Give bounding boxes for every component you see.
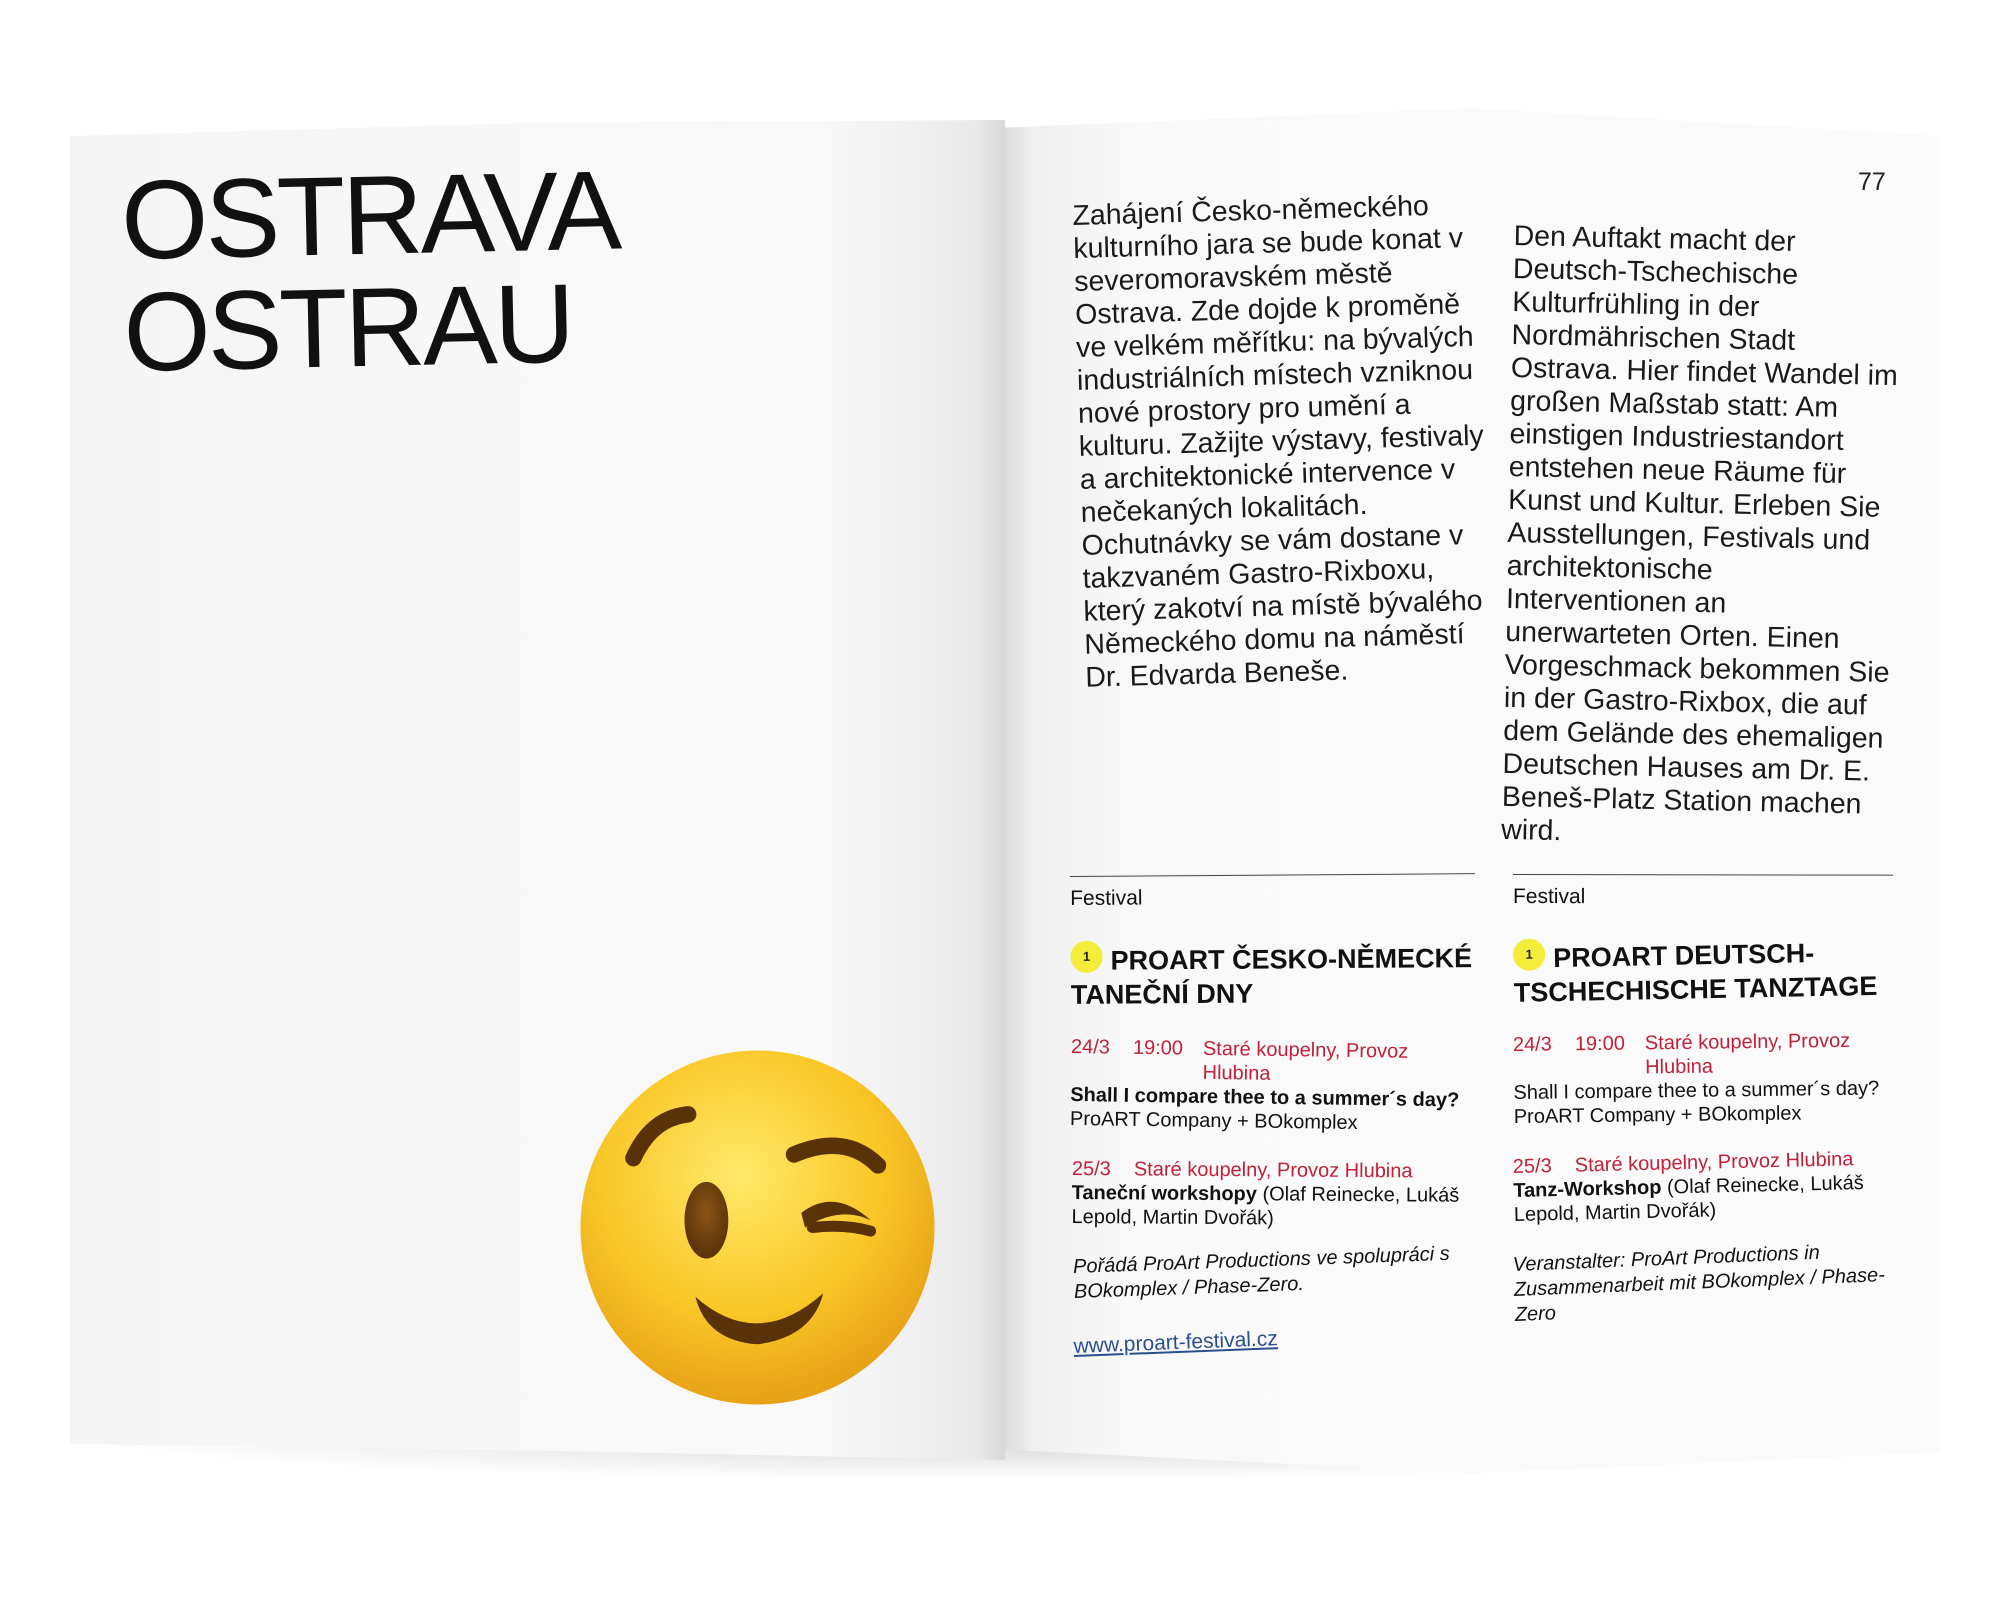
schedule-desc-bold: Shall I compare thee to a summer´s day?	[1070, 1083, 1460, 1112]
schedule-desc-text: ProART Company + BOkomplex	[1069, 1107, 1358, 1134]
schedule-time: 19:00	[1132, 1036, 1184, 1060]
schedule-time: 19:00	[1574, 1032, 1626, 1055]
event-title	[1513, 934, 1894, 1009]
festival-website-link[interactable]: www.proart-festival.cz	[1073, 1326, 1279, 1358]
intro-paragraph-cz: Zahájení Česko-německého kulturního jara se bude konat v severomoravském městě Ostrava. Zde dojde k proměně ve velkém měřítku: na bývalých industriálních místech vzniknou nové prostory pro umění a kulturu. Zažijte výstavy, festivaly a architektonické intervence v nečekaných lokalitách. Ochutnávky se vám dostane v takzvaném Gastro-Rixboxu, který zakotví na místě bývalého Německého domu na náměstí Dr. Edvarda Beneše.	[1072, 190, 1485, 694]
organizer-note: Pořádá ProArt Productions ve spolupráci s BOkomplex / Phase-Zero.	[1072, 1242, 1451, 1303]
intro-paragraph-de: Den Auftakt macht der Deutsch-Tschechische Kulturfrühling in der Nordmährischen Stadt Ostrava. Hier findet Wandel im großen Maßstab statt: Am einstigen Industriestandort entstehen neue Räume für Kunst und Kultur. Erleben Sie Ausstellungen, Festivals und architektonische Interventionen an unerwarteten Orten. Einen Vorgeschmack bekommen Sie in der Gastro-Rixbox, die auf dem Gelände des ehemaligen Deutschen Hauses am Dr. E. Beneš-Platz Station machen wird.	[1500, 220, 1899, 848]
page-number: 77	[1858, 168, 1886, 196]
schedule-venue: Staré koupelny, Provoz Hlubina	[1644, 1029, 1851, 1079]
schedule-desc-bold: Tanz-Workshop	[1513, 1176, 1662, 1202]
intro-text-cz	[1072, 189, 1496, 695]
schedule-desc-text: Shall I compare thee to a summer´s day? ProART Company + BOkomplex	[1513, 1077, 1880, 1128]
event-title-text: PROART ČESKO-NĚMECKÉ TANEČNÍ DNY	[1070, 943, 1473, 1010]
schedule-description	[1071, 1181, 1476, 1232]
event-number-badge: 1	[1513, 938, 1546, 971]
schedule-item	[1513, 1028, 1894, 1129]
event-number-badge: 1	[1070, 941, 1102, 973]
event-category: Festival	[1070, 886, 1143, 910]
event-block-cz	[1070, 873, 1478, 1359]
event-title-text: PROART DEUTSCH-TSCHECHISCHE TANZTAGE	[1513, 938, 1878, 1008]
schedule-description	[1513, 1170, 1894, 1227]
schedule-date: 25/3	[1071, 1157, 1111, 1181]
organizer-note: Veranstalter: ProArt Productions in Zusammenarbeit mit BOkomplex / Phase-Zero	[1512, 1241, 1886, 1326]
schedule-item	[1070, 1035, 1476, 1137]
divider	[1513, 874, 1893, 876]
schedule-desc-text: (Olaf Reinecke, Lukáš Lepold, Martin Dvořák)	[1071, 1183, 1460, 1230]
title-line-de: OSTRAU	[122, 260, 574, 395]
schedule-item	[1513, 1146, 1895, 1227]
schedule-date: 24/3	[1070, 1035, 1111, 1059]
schedule-venue: Staré koupelny, Provoz Hlubina	[1202, 1037, 1409, 1085]
event-block-de	[1512, 874, 1893, 1358]
title-line-cz: OSTRAVA	[119, 147, 620, 283]
event-category: Festival	[1512, 885, 1586, 909]
event-title	[1070, 940, 1475, 1011]
schedule-venue: Staré koupelny, Provoz Hlubina	[1574, 1148, 1854, 1177]
schedule-item	[1071, 1157, 1476, 1232]
schedule-date: 25/3	[1512, 1154, 1552, 1178]
schedule-date: 24/3	[1512, 1033, 1552, 1056]
schedule-desc-text: (Olaf Reinecke, Lukáš Lepold, Martin Dvořák)	[1513, 1171, 1864, 1226]
schedule-description	[1513, 1076, 1894, 1129]
winking-face-icon	[575, 1045, 940, 1410]
schedule-venue: Staré koupelny, Provoz Hlubina	[1133, 1158, 1413, 1183]
page-title	[119, 147, 622, 395]
schedule-description	[1070, 1083, 1476, 1137]
schedule-desc-bold: Taneční workshopy	[1071, 1181, 1258, 1206]
intro-text-de	[1501, 220, 1904, 855]
